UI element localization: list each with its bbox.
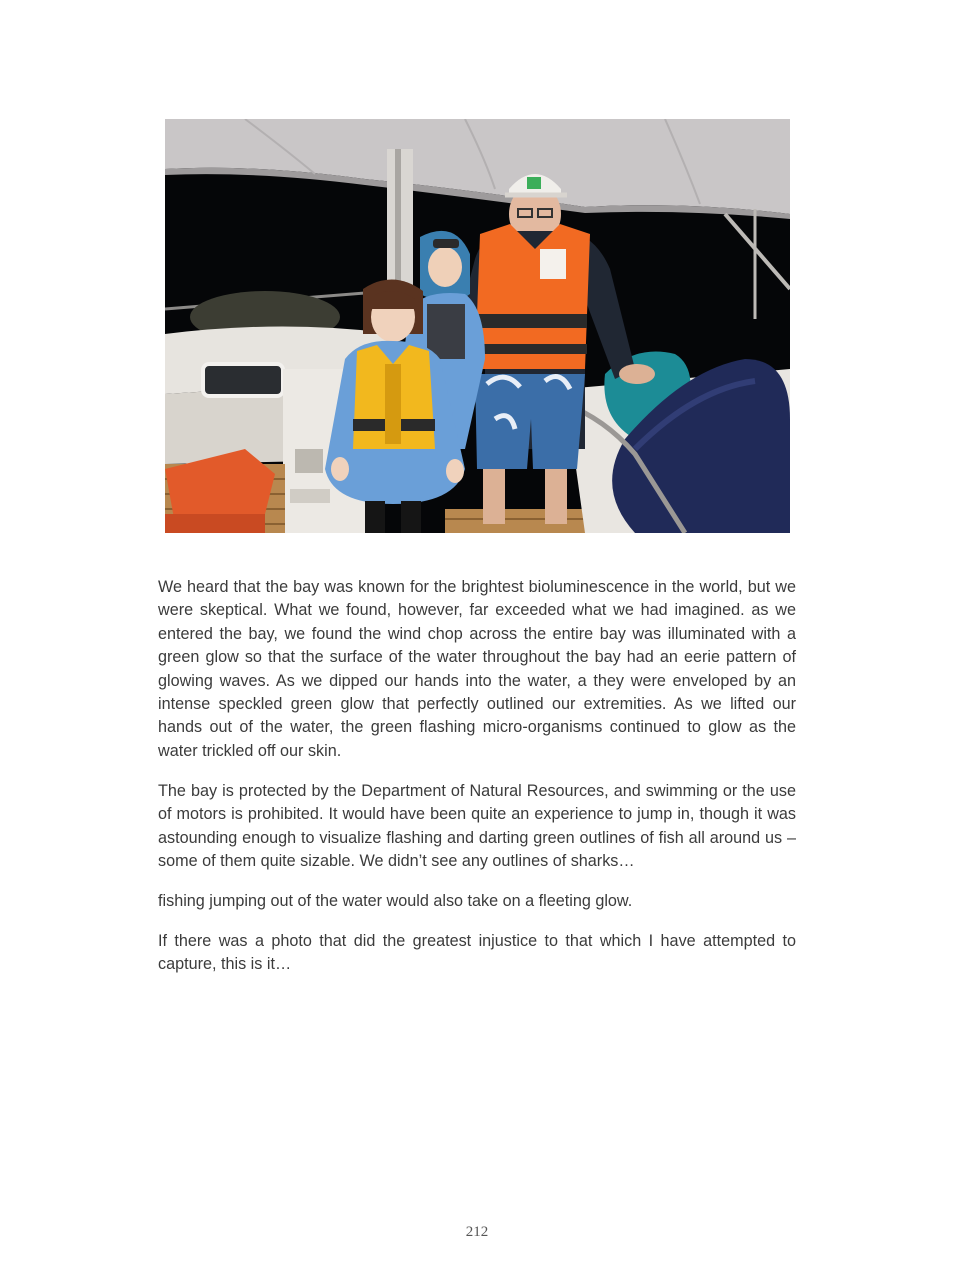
boat-photo-illustration xyxy=(165,119,790,533)
paragraph-4: If there was a photo that did the greatest injustice to that which I have attempted to capture, this is it… xyxy=(158,931,796,974)
boat-photo xyxy=(165,119,790,533)
paragraph-2: The bay is protected by the Department of Natural Resources, and swimming or the use of motors is prohibited. It would have been quite an experience to jump in, though it was astounding enough to visualize flashing and darting green outlines of fish all around us – some of them quite sizable. We didn’t see any outlines of sharks… xyxy=(158,781,796,870)
body-text xyxy=(158,576,796,993)
page-number: 212 xyxy=(465,1224,489,1240)
paragraph-1: We heard that the bay was known for the brightest bioluminescence in the world, but we were skeptical. What we found, however, far exceeded what we had imagined. as we entered the bay, we found the wind chop across the entire bay was illuminated with a green glow so that the surface of the water throughout the bay had an eerie pattern of glowing waves. As we dipped our hands into the water, a they were enveloped by an intense speckled green glow that perfectly outlined our extremities. As we lifted our hands out of the water, the green flashing micro-organisms continued to glow as the water trickled off our skin. xyxy=(158,578,796,760)
paragraph-3: fishing jumping out of the water would also take on a fleeting glow. xyxy=(158,891,633,910)
